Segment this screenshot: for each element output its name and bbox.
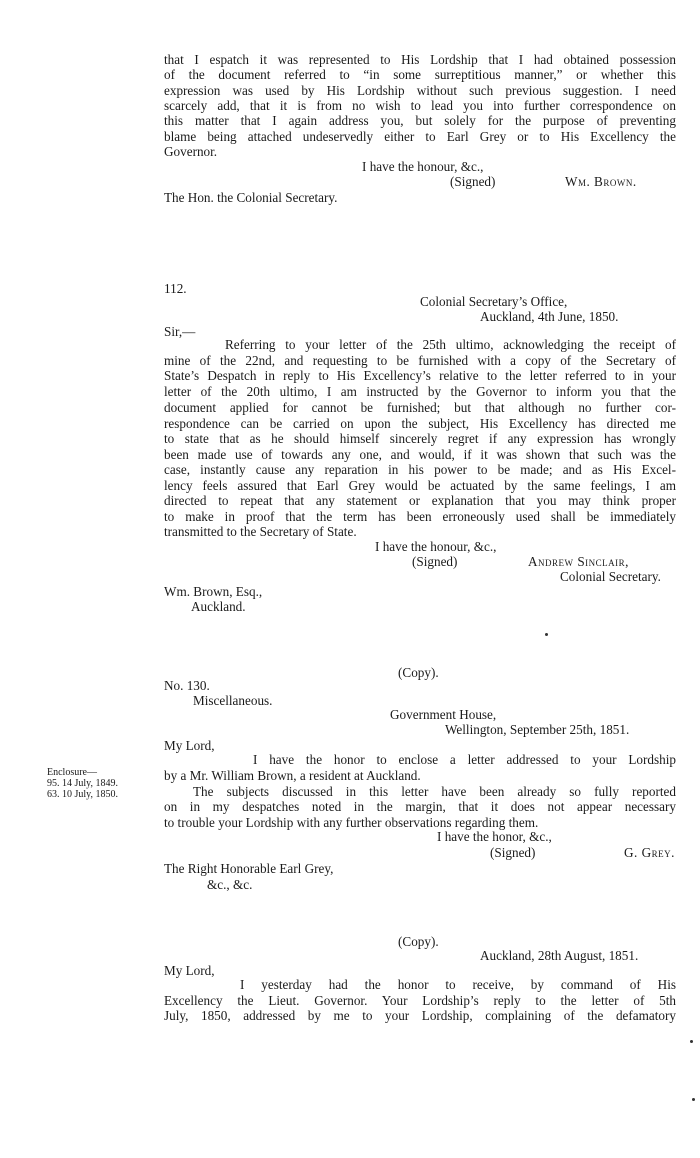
body-line: mine of the 22nd, and requesting to be furnished with a copy of the Secretary of — [164, 353, 676, 368]
signer: Andrew Sinclair, — [528, 554, 629, 569]
body-line: I yesterday had the honor to receive, by command of His — [240, 977, 676, 992]
salutation: Sir,— — [164, 324, 196, 339]
ink-speck — [545, 633, 548, 636]
addressee: The Right Honorable Earl Grey, — [164, 861, 334, 876]
body-line: to make in proof that the term has been erroneously used shall be immediately — [164, 509, 676, 524]
place-date: Auckland, 4th June, 1850. — [480, 309, 619, 324]
body-line: blame being attached undeservedly either to Earl Grey or to His Excellency the — [164, 129, 676, 144]
closing: I have the honour, &c., — [375, 539, 497, 554]
body-line: case, instantly cause any reparation in his power to be made; and as His Excel- — [164, 462, 676, 477]
closing: I have the honor, &c., — [437, 829, 552, 844]
body-line: document applied for cannot be furnished; but that although no further cor- — [164, 400, 676, 415]
body-line: by a Mr. William Brown, a resident at Auckland. — [164, 768, 421, 783]
place-date: Wellington, September 25th, 1851. — [445, 722, 630, 737]
body-line: scarcely add, that it is from no wish to lead you into further correspondence on — [164, 98, 676, 113]
margin-despatch: 95. 14 July, 1849. — [47, 778, 119, 789]
copy-label: (Copy). — [398, 934, 439, 949]
body-line: letter of the 20th ultimo, I am instructed by the Governor to inform you that the — [164, 384, 676, 399]
place-date: Auckland, 28th August, 1851. — [480, 948, 639, 963]
signer: Wm. Brown. — [565, 174, 637, 189]
signed-note: (Signed) — [450, 174, 496, 189]
body-line: this matter that I again address you, but solely for the purpose of preventing — [164, 113, 676, 128]
body-line: I have the honor to enclose a letter addressed to your Lordship — [253, 752, 676, 767]
salutation: My Lord, — [164, 738, 215, 753]
body-line: Referring to your letter of the 25th ultimo, acknowledging the receipt of — [225, 337, 676, 352]
closing: I have the honour, &c., — [362, 159, 484, 174]
sender-office: Colonial Secretary’s Office, — [420, 294, 568, 309]
addressee: Wm. Brown, Esq., — [164, 584, 263, 599]
signed-note: (Signed) — [490, 845, 536, 860]
signer: G. Grey. — [624, 845, 675, 860]
ink-speck — [690, 1040, 693, 1043]
margin-heading: Enclosure— — [47, 767, 97, 778]
body-line: lency feels assured that Earl Grey would be actuated by the same feelings, I am — [164, 478, 676, 493]
body-line: State’s Despatch in reply to His Excellency’s relative to the letter referred to in your — [164, 368, 676, 383]
body-line: Governor. — [164, 144, 218, 159]
copy-label: (Copy). — [398, 665, 439, 680]
body-line: to trouble your Lordship with any further observations regarding them. — [164, 815, 539, 830]
signed-note: (Signed) — [412, 554, 458, 569]
body-line: Excellency the Lieut. Governor. Your Lordship’s reply to the letter of 5th — [164, 993, 676, 1008]
letter-number: No. 130. — [164, 678, 210, 693]
letter-category: Miscellaneous. — [193, 693, 273, 708]
body-line: of the document referred to “in some surreptitious manner,” or whether this — [164, 67, 676, 82]
body-line: respondence can be carried on upon the subject, His Excellency has directed me — [164, 416, 676, 431]
addressee: The Hon. the Colonial Secretary. — [164, 190, 338, 205]
body-line: been made use of towards any one, and would, if it was shown that such was the — [164, 447, 676, 462]
body-line: to state that as he should himself sincerely regret if any expression has wrongly — [164, 431, 676, 446]
body-line: July, 1850, addressed by me to your Lordship, complaining of the defamatory — [164, 1008, 676, 1023]
sender-office: Government House, — [390, 707, 497, 722]
addressee-place: Auckland. — [191, 599, 246, 614]
addressee-etc: &c., &c. — [207, 877, 253, 892]
salutation: My Lord, — [164, 963, 215, 978]
signer-title: Colonial Secretary. — [560, 569, 661, 584]
body-line: The subjects discussed in this letter have been already so fully reported — [193, 784, 676, 799]
ink-speck — [692, 1098, 695, 1101]
body-line: directed to repeat that any statement or explanation that you may think proper — [164, 493, 676, 508]
body-line: that I espatch it was represented to His Lordship that I had obtained possession — [164, 52, 676, 67]
body-line: transmitted to the Secretary of State. — [164, 524, 357, 539]
body-line: expression was used by His Lordship without such previous suggestion. I need — [164, 83, 676, 98]
margin-despatch: 63. 10 July, 1850. — [47, 789, 119, 800]
letter-number: 112. — [164, 281, 187, 296]
body-line: on in my despatches noted in the margin, that it does not appear necessary — [164, 799, 676, 814]
